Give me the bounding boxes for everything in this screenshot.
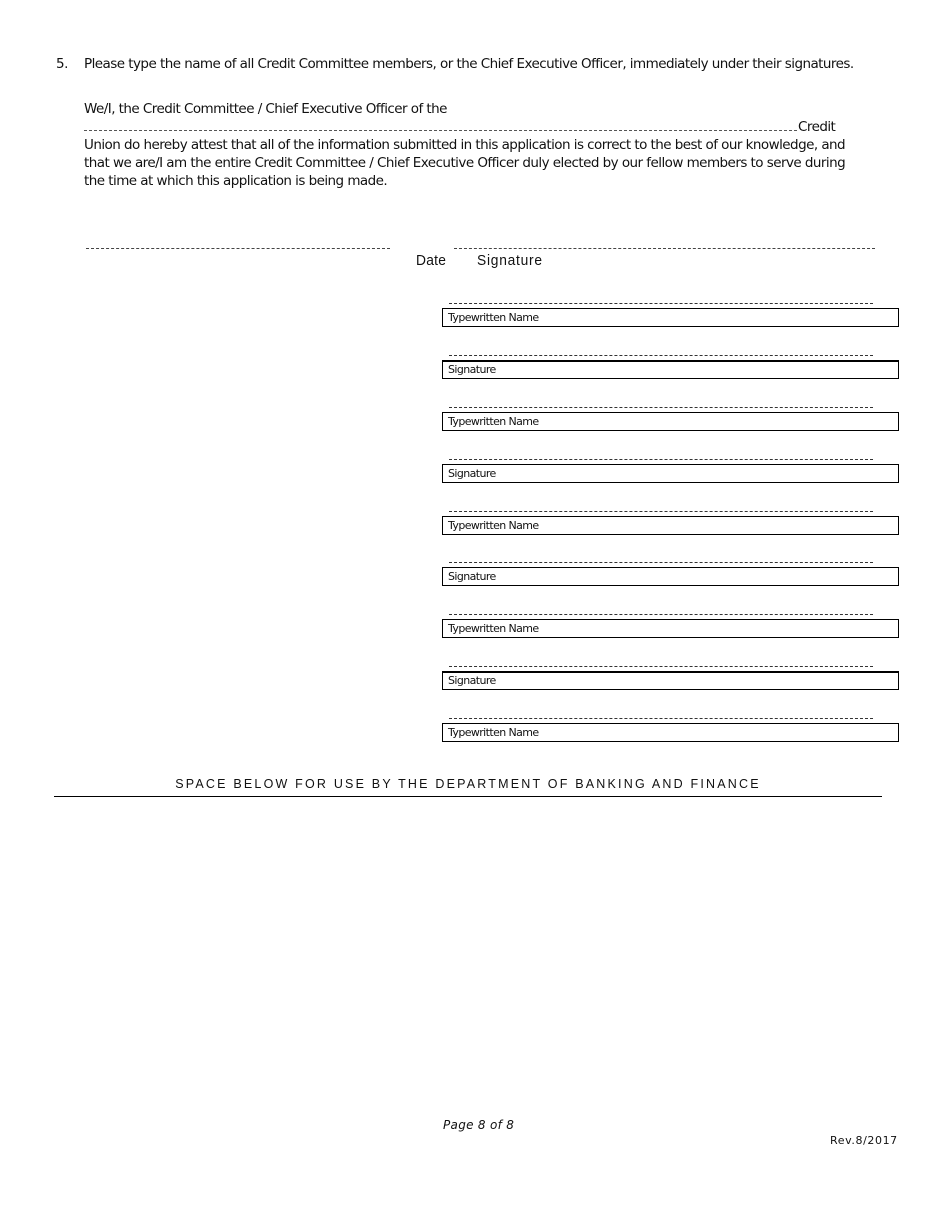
field-signature-4 <box>442 666 899 690</box>
attestation-blank-suffix: Credit <box>798 119 836 135</box>
field-dash-line <box>449 459 873 460</box>
signature-field[interactable]: Signature <box>442 464 899 483</box>
signature-field[interactable]: Signature <box>442 360 899 379</box>
attestation-line-1: We/I, the Credit Committee / Chief Executive Officer of the <box>84 101 447 117</box>
date-label: Date <box>416 253 447 269</box>
field-dash-line <box>449 303 873 304</box>
field-signature-3 <box>442 562 899 586</box>
item-number: 5. <box>56 56 68 72</box>
revision-label: Rev.8/2017 <box>830 1134 898 1147</box>
field-signature-1 <box>442 355 899 379</box>
field-dash-line <box>449 355 873 356</box>
field-dash-line <box>449 511 873 512</box>
department-divider <box>54 796 882 797</box>
field-dash-line <box>449 407 873 408</box>
page-number: Page 8 of 8 <box>443 1118 515 1132</box>
field-typewritten-name-1 <box>442 303 899 327</box>
instruction-text: Please type the name of all Credit Committee members, or the Chief Executive Officer, immediately under their signatures. <box>84 56 854 72</box>
attestation-line-3: Union do hereby attest that all of the information submitted in this application is correct to the best of our knowledge, and <box>84 137 846 153</box>
attestation-paragraph <box>84 100 854 190</box>
field-typewritten-name-4 <box>442 614 899 638</box>
field-dash-line <box>449 562 873 563</box>
attestation-blank-line <box>84 118 854 136</box>
signature-blank-line[interactable] <box>454 248 875 249</box>
attestation-line-5: the time at which this application is being made. <box>84 173 388 189</box>
credit-union-name-blank[interactable] <box>84 118 797 131</box>
field-dash-line <box>449 718 873 719</box>
date-blank-line[interactable] <box>86 248 390 249</box>
typewritten-name-field[interactable]: Typewritten Name <box>442 308 899 327</box>
typewritten-name-field[interactable]: Typewritten Name <box>442 723 899 742</box>
field-signature-2 <box>442 459 899 483</box>
field-dash-line <box>449 666 873 667</box>
typewritten-name-field[interactable]: Typewritten Name <box>442 619 899 638</box>
field-typewritten-name-3 <box>442 511 899 535</box>
field-typewritten-name-5 <box>442 718 899 742</box>
typewritten-name-field[interactable]: Typewritten Name <box>442 516 899 535</box>
signature-label: Signature <box>477 253 543 269</box>
field-dash-line <box>449 614 873 615</box>
department-use-heading: SPACE BELOW FOR USE BY THE DEPARTMENT OF BANKING AND FINANCE <box>175 777 761 791</box>
field-typewritten-name-2 <box>442 407 899 431</box>
signature-field[interactable]: Signature <box>442 567 899 586</box>
signature-field[interactable]: Signature <box>442 671 899 690</box>
attestation-line-4: that we are/I am the entire Credit Committee / Chief Executive Officer duly elected by our fellow members to serve during <box>84 155 846 171</box>
typewritten-name-field[interactable]: Typewritten Name <box>442 412 899 431</box>
